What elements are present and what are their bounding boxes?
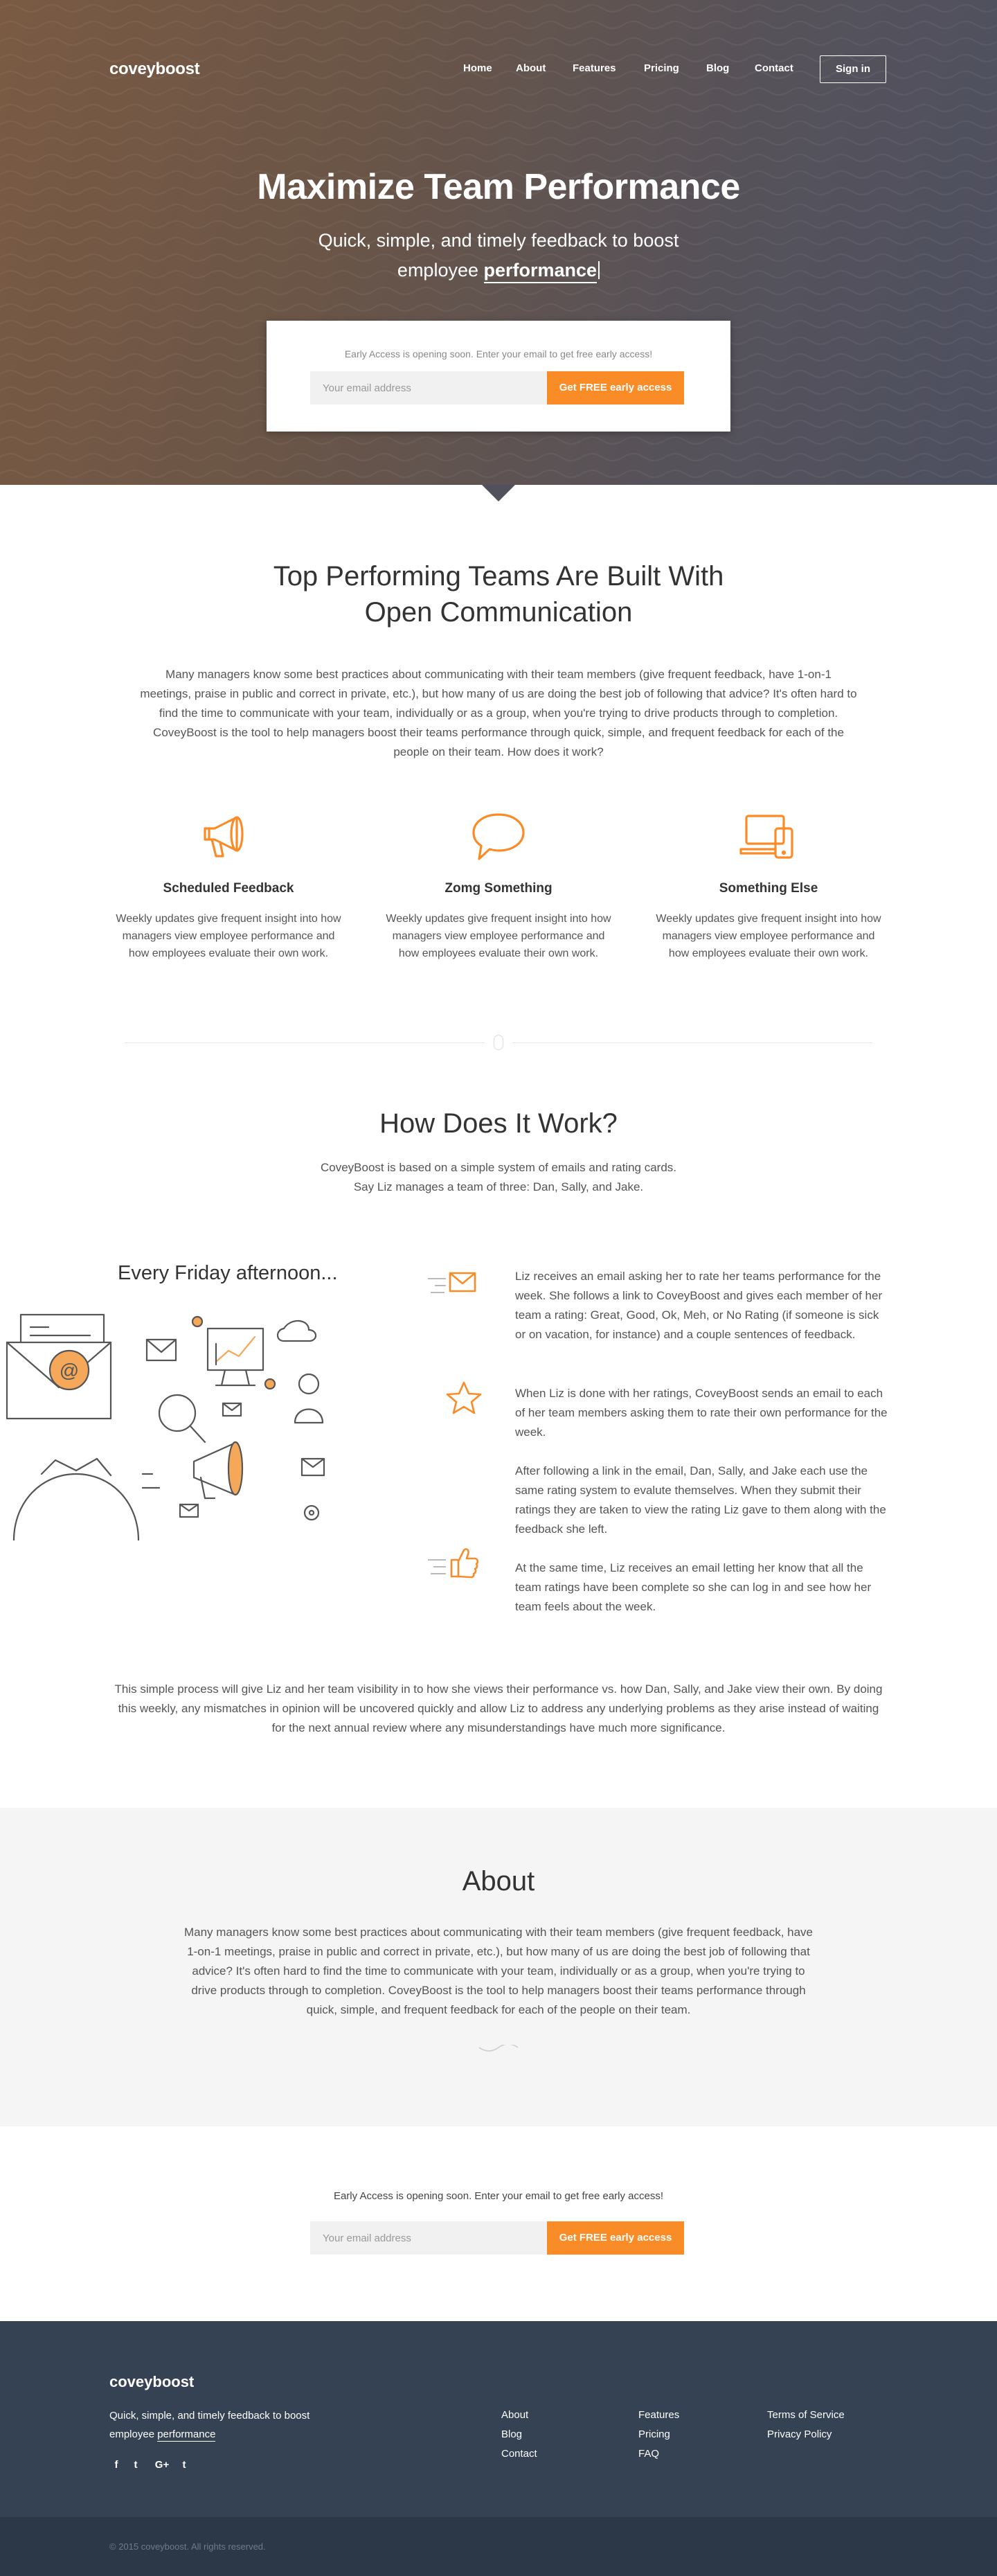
copyright-text: © 2015 coveyboost. All rights reserved. [109,2541,266,2552]
footer-link-about[interactable]: About [501,2409,529,2421]
how-step: When Liz is done with her ratings, CoveyBoost sends an email to each of her team members asking them to rate their own performance for the week. [515,1387,888,1439]
footer-link-pricing[interactable]: Pricing [638,2428,670,2440]
feature-title: Something Else [719,881,818,896]
signup-card [267,321,730,432]
how-left-title: Every Friday afternoon... [118,1262,338,1284]
footer-tagline-lead: Quick, simple, and timely feedback to boost employee [109,2410,310,2440]
footer-link-features[interactable]: Features [638,2409,680,2421]
footer-link-faq[interactable]: FAQ [638,2448,660,2460]
wave-divider-icon [478,2045,519,2053]
hero-arrow-pointer [482,485,515,501]
nav-blog[interactable]: Blog [706,62,730,74]
speech-bubble-icon [464,810,533,866]
nav-contact[interactable]: Contact [755,62,793,74]
thumbs-up-icon [424,1542,479,1583]
nav-about[interactable]: About [516,62,546,74]
brand-logo[interactable]: coveyboost [109,60,200,78]
tumblr-icon[interactable]: t [182,2459,186,2471]
feature-body: Weekly updates give frequent insight into how managers view employee performance and how employees evaluate their own work. [116,913,341,959]
footer-tagline-highlight: performance [157,2428,216,2440]
email-illustration-icon [0,1301,339,1540]
feature-title: Scheduled Feedback [163,881,294,896]
section-divider-left [125,1042,485,1043]
bottom-signup-note: Early Access is opening soon. Enter your email to get free early access! [333,2190,664,2202]
envelope-icon [422,1265,478,1306]
intro-body: Many managers know some best practices about communicating with their team members (give frequent feedback, have 1-on-1 meetings, praise in public and correct in private, etc.), but how many of us are doing the best job of following that advice? It's often hard to find the time to communicate with your team, individually or as a group, when you're trying to drive products through to completion. CoveyBoost is the tool to help managers boost their teams performance through quick, simple, and frequent feedback for each of the people on their team. How does it work? [140,668,857,758]
about-title: About [462,1866,535,1897]
twitter-icon[interactable]: t [134,2459,138,2471]
hero-subtitle [291,226,706,285]
megaphone-icon [194,810,263,866]
footer-link-terms[interactable]: Terms of Service [767,2409,845,2421]
facebook-icon[interactable]: f [114,2459,118,2471]
how-step: Liz receives an email asking her to rate her teams performance for the week. She follows a link to CoveyBoost and gives each member of her team a rating: Great, Good, Ok, Meh, or No Rating (if someone is sick or on vacation, for instance) and a couple sentences of feedback. [515,1270,883,1341]
footer-link-blog[interactable]: Blog [501,2428,523,2440]
bottom-email-input[interactable] [310,2221,547,2255]
nav-home[interactable]: Home [463,62,492,74]
intro-title-line2: Open Communication [364,597,633,628]
hero-subtitle-highlight: performance [484,260,598,283]
svg-text:@: @ [59,1360,80,1381]
devices-icon [734,810,803,866]
feature-body: Weekly updates give frequent insight into how managers view employee performance and how employees evaluate their own work. [386,913,611,959]
about-body: Many managers know some best practices about communicating with their team members (give frequent feedback, have 1-on-1 meetings, praise in public and correct in private, etc.), but how many of us are doing the best job of following that advice? It's often hard to find the time to communicate with your team, individually or as a group, when you're trying to drive products through to completion. CoveyBoost is the tool to help managers boost their teams performance through quick, simple, and frequent feedback for each of the people on their team. [183,1926,814,2016]
signup-note: Early Access is opening soon. Enter your email to get free early access! [344,348,653,359]
nav-pricing[interactable]: Pricing [644,62,679,74]
google-plus-icon[interactable]: G+ [154,2459,170,2471]
intro-title [0,558,997,630]
how-title: How Does It Work? [379,1108,618,1139]
hero-title: Maximize Team Performance [257,167,740,207]
scroll-mouse-icon [494,1035,503,1050]
how-step: After following a link in the email, Dan, Sally, and Jake each use the same rating system to evalute themselves. When they submit their ratings they are taken to view the rating Liz gave to them along with the feedback she left. [515,1464,886,1536]
how-step: At the same time, Liz receives an email letting her know that all the team ratings have been complete so she can log in and see how her team feels about the week. [515,1561,872,1613]
typing-caret [598,261,600,279]
how-subtitle-line2: Say Liz manages a team of three: Dan, Sally, and Jake. [353,1180,644,1193]
star-icon [436,1377,492,1419]
footer-logo[interactable]: coveyboost [109,2373,195,2390]
intro-title-line1: Top Performing Teams Are Built With [273,561,724,592]
footer-link-contact[interactable]: Contact [501,2448,537,2460]
signin-button[interactable]: Sign in [820,55,886,83]
email-input[interactable] [310,371,547,405]
hero-section [0,0,997,485]
how-summary: This simple process will give Liz and her team visibility in to how she views their performance vs. how Dan, Sally, and Jake view their own. By doing this weekly, any mismatches in opinion will be uncovered quickly and allow Liz to address any underlying problems as they arise instead of waiting for the next annual review where any misunderstandings have much more significance. [114,1682,883,1734]
early-access-button[interactable]: Get FREE early access [547,371,684,405]
feature-body: Weekly updates give frequent insight into how managers view employee performance and how employees evaluate their own work. [656,913,881,959]
feature-title: Zomg Something [444,881,553,896]
section-divider-right [512,1042,872,1043]
hero-subtitle-lead: Quick, simple, and timely feedback to boost employee [318,230,679,281]
footer-link-privacy[interactable]: Privacy Policy [767,2428,832,2440]
how-subtitle [0,1158,997,1197]
how-subtitle-line1: CoveyBoost is based on a simple system of emails and rating cards. [320,1161,677,1174]
bottom-early-access-button[interactable]: Get FREE early access [547,2221,684,2255]
nav-features[interactable]: Features [573,62,616,74]
footer-tagline [109,2406,317,2444]
